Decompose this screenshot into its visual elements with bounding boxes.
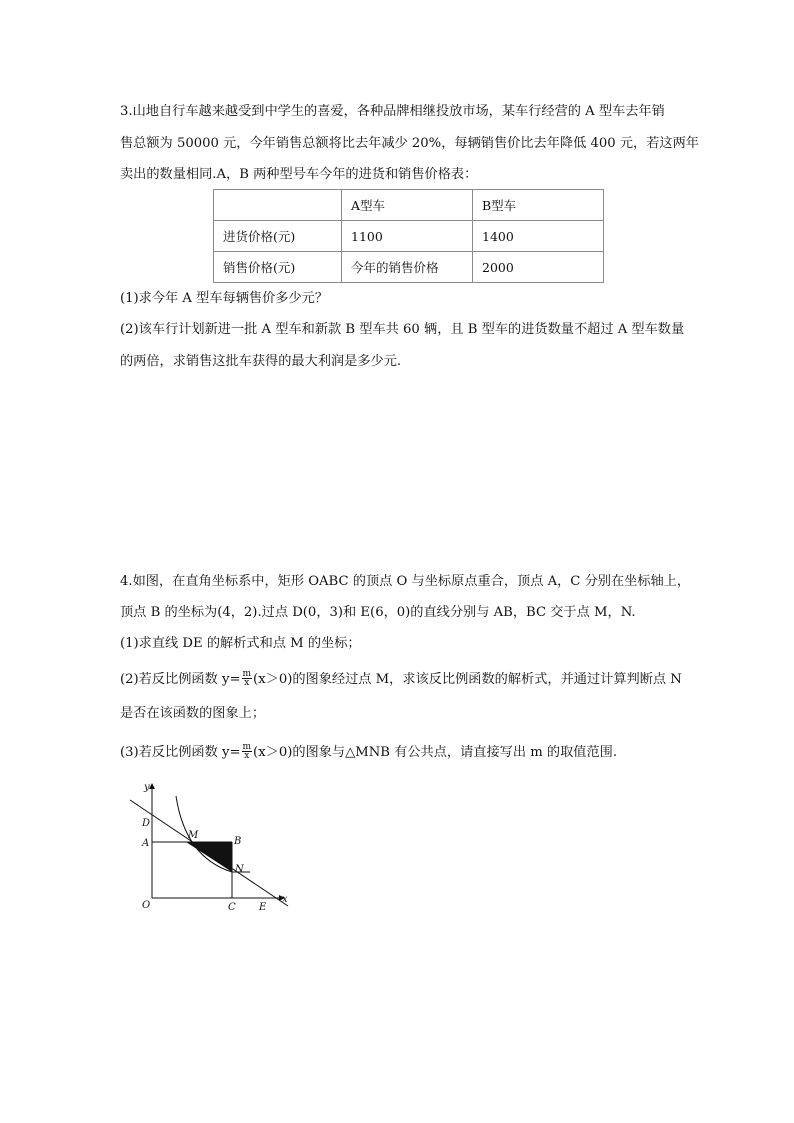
q4-line-1: 4.如图，在直角坐标系中，矩形 OABC 的顶点 O 与坐标原点重合，顶点 A，C 分别在坐标轴上，: [120, 574, 691, 589]
table-cell: 2000: [473, 252, 604, 283]
table-header-cell: A型车: [342, 190, 473, 221]
label-b: B: [234, 836, 242, 847]
fraction-numerator: m: [242, 669, 252, 679]
q4-sub-2-suffix: (x＞0)的图象经过点 M，求该反比例函数的解析式，并通过计算判断点 N: [253, 672, 682, 687]
table-header-cell: B型车: [473, 190, 604, 221]
coordinate-figure: [128, 776, 298, 916]
q3-sub-1: (1)求今年 A 型车每辆售价多少元？: [120, 291, 329, 306]
label-e: E: [259, 902, 267, 913]
fraction-numerator: m: [242, 742, 252, 752]
q4-sub-1: (1)求直线 DE 的解析式和点 M 的坐标；: [120, 636, 361, 651]
table-header-cell: [214, 190, 342, 221]
label-o: O: [142, 900, 151, 911]
table-cell: 今年的销售价格: [342, 252, 473, 283]
label-y: y: [144, 782, 150, 793]
table-row: [214, 252, 604, 283]
q4-sub-3-prefix: (3)若反比例函数 y=: [120, 745, 241, 760]
label-d: D: [142, 818, 151, 829]
triangle-mnb: [186, 842, 232, 872]
table-cell: 1400: [473, 221, 604, 252]
q3-line-2: 售总额为 50000 元，今年销售总额将比去年减少 20%，每辆销售价比去年降低 400 元，若这两年: [120, 136, 699, 151]
label-m: M: [188, 830, 199, 841]
label-a: A: [142, 838, 150, 849]
fraction-m-over-x: [242, 743, 253, 760]
q4-sub-2-line-1: [120, 671, 682, 688]
q4-sub-3: [120, 744, 617, 761]
label-n: N: [235, 864, 244, 875]
fraction-m-over-x: [242, 670, 253, 687]
q4-line-2: 顶点 B 的坐标为(4，2).过点 D(0，3)和 E(6，0)的直线分别与 AB，BC 交于点 M，N.: [120, 605, 636, 620]
table-cell: 销售价格(元): [214, 252, 342, 283]
fraction-denominator: x: [244, 678, 250, 688]
q3-sub-2-line-1: (2)该车行计划新进一批 A 型车和新款 B 型车共 60 辆，且 B 型车的进货数量不超过 A 型车数量: [120, 322, 685, 337]
table-cell: 进货价格(元): [214, 221, 342, 252]
q4-sub-2-prefix: (2)若反比例函数 y=: [120, 672, 241, 687]
label-c: C: [228, 902, 236, 913]
q3-sub-2-line-2: 的两倍，求销售这批车获得的最大利润是多少元.: [120, 354, 402, 369]
fraction-denominator: x: [244, 751, 250, 761]
label-x: x: [282, 894, 288, 905]
q4-sub-3-suffix: (x＞0)的图象与△MNB 有公共点，请直接写出 m 的取值范围.: [253, 745, 618, 760]
q3-line-3: 卖出的数量相同.A，B 两种型号车今年的进货和销售价格表：: [120, 167, 478, 182]
price-table: [213, 189, 604, 283]
q4-sub-2-line-2: 是否在该函数的图象上；: [120, 706, 266, 721]
table-header-row: [214, 190, 604, 221]
table-row: [214, 221, 604, 252]
table-cell: 1100: [342, 221, 473, 252]
line-de: [130, 800, 288, 906]
q3-line-1: 3.山地自行车越来越受到中学生的喜爱，各种品牌相继投放市场，某车行经营的 A 型车去年销: [120, 104, 665, 119]
